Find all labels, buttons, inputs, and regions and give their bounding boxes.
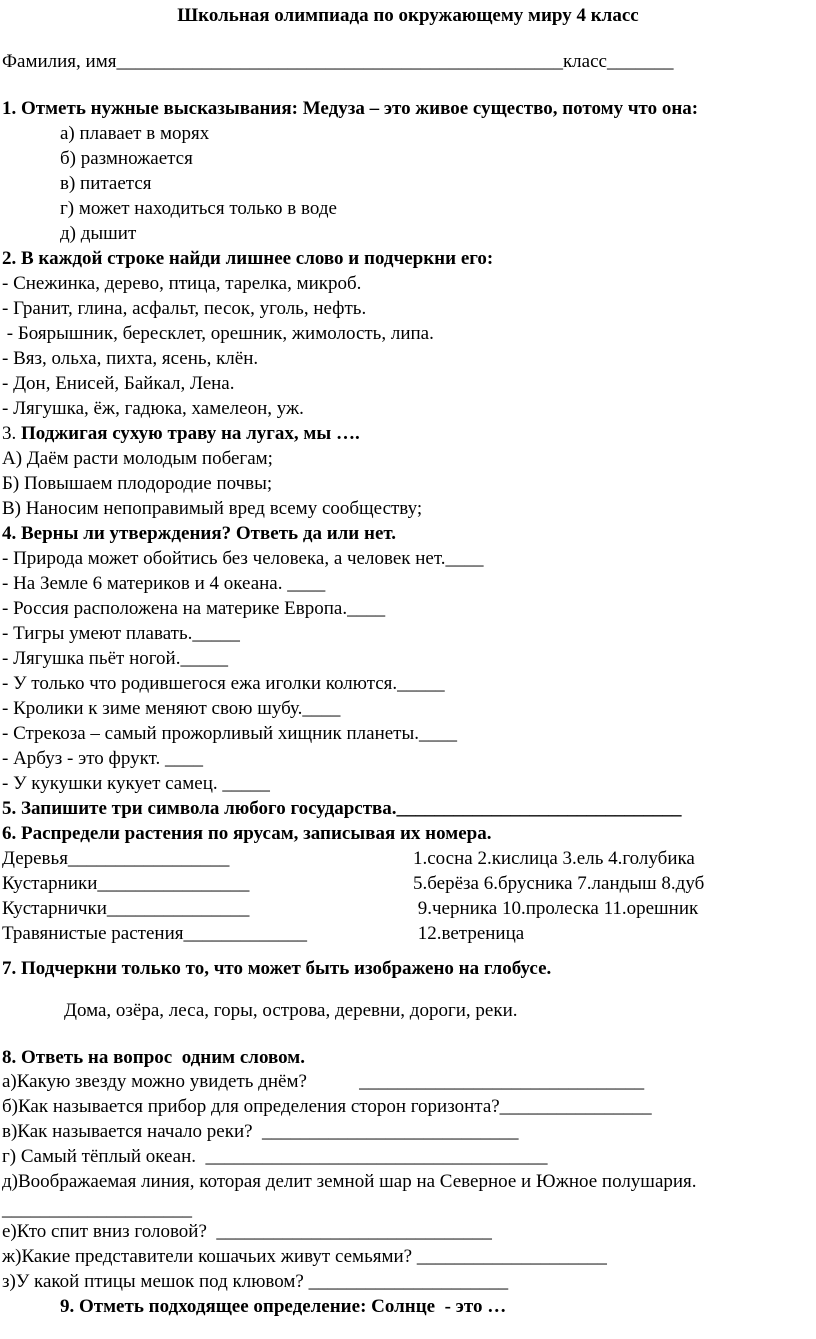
q1-option-d[interactable]: г) может находиться только в воде bbox=[60, 198, 337, 219]
q6-tier-subshrubs[interactable]: Кустарнички_______________ bbox=[2, 898, 250, 919]
q6-plant-list: 9.черника 10.пролеска 11.орешник bbox=[413, 898, 699, 919]
q6-tier-trees[interactable]: Деревья_________________ bbox=[2, 848, 230, 869]
q6-plant-list: 5.берёза 6.брусника 7.ландыш 8.дуб bbox=[413, 873, 705, 894]
question-7-heading: 7. Подчеркни только то, что может быть изображено на глобусе. bbox=[2, 958, 552, 979]
q7-word-list[interactable]: Дома, озёра, леса, горы, острова, деревни, дороги, реки. bbox=[64, 1000, 518, 1021]
q2-line[interactable]: - Вяз, ольха, пихта, ясень, клён. bbox=[2, 348, 259, 369]
q4-statement[interactable]: - Тигры умеют плавать._____ bbox=[2, 623, 240, 644]
q6-plant-list: 12.ветреница bbox=[413, 923, 525, 944]
q1-option-b[interactable]: б) размножается bbox=[60, 148, 193, 169]
q2-line[interactable]: - Дон, Енисей, Байкал, Лена. bbox=[2, 373, 235, 394]
q4-statement[interactable]: - Арбуз - это фрукт. ____ bbox=[2, 748, 203, 769]
q8-question-d: д)Воображаемая линия, которая делит земной шар на Северное и Южное полушария. bbox=[2, 1171, 697, 1192]
question-3-heading bbox=[2, 423, 360, 445]
q6-number: 6 bbox=[2, 823, 12, 844]
name-class-field[interactable]: Фамилия, имя_______________________________________________класс_______ bbox=[2, 51, 674, 72]
question-9-heading: 9. Отметь подходящее определение: Солнце - это … bbox=[60, 1296, 507, 1317]
q6-tier-shrubs[interactable]: Кустарники________________ bbox=[2, 873, 250, 894]
q2-line[interactable]: - Боярышник, бересклет, орешник, жимолость, липа. bbox=[2, 323, 434, 344]
q4-statement[interactable]: - Лягушка пьёт ногой._____ bbox=[2, 648, 228, 669]
q8-answer-blank[interactable]: ____________________ bbox=[2, 1199, 192, 1220]
q8-answer-line[interactable]: г) Самый тёплый океан. ____________________________________ bbox=[2, 1146, 548, 1167]
q8-answer-line[interactable]: е)Кто спит вниз головой? _____________________________ bbox=[2, 1221, 492, 1242]
q4-statement[interactable]: - Стрекоза – самый прожорливый хищник планеты.____ bbox=[2, 723, 457, 744]
q3-number: 3. bbox=[2, 423, 21, 444]
q6-plant-list: 1.сосна 2.кислица 3.ель 4.голубика bbox=[413, 848, 695, 869]
q2-line[interactable]: - Гранит, глина, асфальт, песок, уголь, нефть. bbox=[2, 298, 367, 319]
q6-heading-text: . Распредели растения по ярусам, записывая их номера. bbox=[11, 823, 492, 844]
q8-answer-line[interactable]: в)Как называется начало реки? ___________________________ bbox=[2, 1121, 519, 1142]
q2-line[interactable]: - Лягушка, ёж, гадюка, хамелеон, уж. bbox=[2, 398, 304, 419]
q4-statement[interactable]: - Природа может обойтись без человека, а человек нет.____ bbox=[2, 548, 484, 569]
q8-answer-line[interactable]: б)Как называется прибор для определения сторон горизонта?________________ bbox=[2, 1096, 652, 1117]
question-5-heading[interactable]: 5. Запишите три символа любого государства.______________________________ bbox=[2, 798, 682, 819]
q4-statement[interactable]: - У только что родившегося ежа иголки колются._____ bbox=[2, 673, 445, 694]
q3-heading-text: Поджигая сухую траву на лугах, мы …. bbox=[21, 423, 360, 444]
q3-option-c[interactable]: В) Наносим непоправимый вред всему сообществу; bbox=[2, 498, 423, 519]
q3-option-a[interactable]: А) Даём расти молодым побегам; bbox=[2, 448, 273, 469]
q4-statement[interactable]: - Россия расположена на материке Европа.____ bbox=[2, 598, 386, 619]
q8-answer-line[interactable]: з)У какой птицы мешок под клювом? _____________________ bbox=[2, 1271, 509, 1292]
q2-line[interactable]: - Снежинка, дерево, птица, тарелка, микроб. bbox=[2, 273, 362, 294]
question-1-heading: 1. Отметь нужные высказывания: Медуза – это живое существо, потому что она: bbox=[2, 98, 699, 119]
q4-statement[interactable]: - У кукушки кукует самец. _____ bbox=[2, 773, 270, 794]
question-8-heading: 8. Ответь на вопрос одним словом. bbox=[2, 1047, 305, 1068]
q1-option-c[interactable]: в) питается bbox=[60, 173, 152, 194]
q3-option-b[interactable]: Б) Повышаем плодородие почвы; bbox=[2, 473, 273, 494]
question-6-heading bbox=[2, 823, 491, 845]
q4-statement[interactable]: - Кролики к зиме меняют свою шубу.____ bbox=[2, 698, 341, 719]
question-4-heading: 4. Верны ли утверждения? Ответь да или нет. bbox=[2, 523, 397, 544]
page-title: Школьная олимпиада по окружающему миру 4 класс bbox=[177, 5, 639, 26]
q1-option-e[interactable]: д) дышит bbox=[60, 223, 137, 244]
q4-statement[interactable]: - На Земле 6 материков и 4 океана. ____ bbox=[2, 573, 326, 594]
q1-option-a[interactable]: а) плавает в морях bbox=[60, 123, 210, 144]
question-2-heading: 2. В каждой строке найди лишнее слово и подчеркни его: bbox=[2, 248, 494, 269]
q6-tier-herbs[interactable]: Травянистые растения_____________ bbox=[2, 923, 307, 944]
q8-answer-line[interactable]: а)Какую звезду можно увидеть днём? ______________________________ bbox=[2, 1071, 645, 1092]
q8-answer-line[interactable]: ж)Какие представители кошачьих живут семьями? ____________________ bbox=[2, 1246, 607, 1267]
